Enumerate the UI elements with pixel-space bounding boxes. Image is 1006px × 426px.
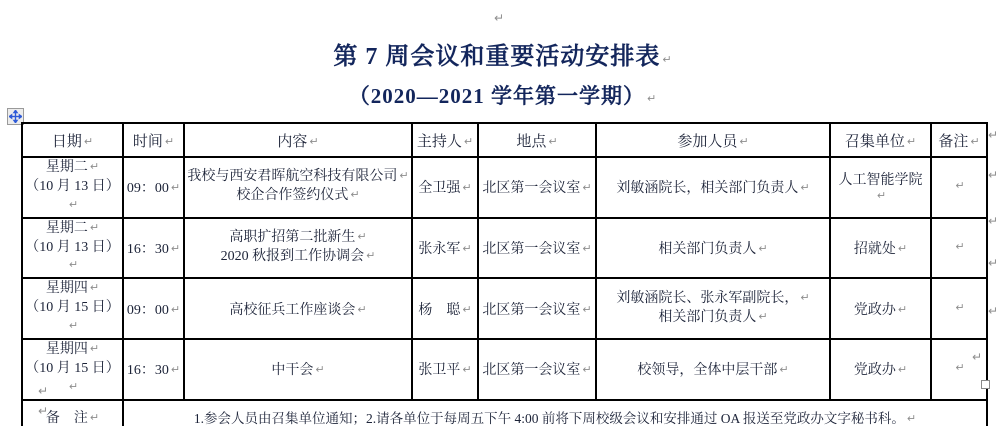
cell-organizer[interactable]: 党政办 ↵ xyxy=(830,339,931,400)
cell-end-mark-icon: ↵ xyxy=(399,169,409,183)
note-label-cell[interactable]: 备 注 ↵ xyxy=(22,400,123,426)
cell-host[interactable]: 张永军 ↵ xyxy=(412,218,478,279)
cell-end-mark-icon: ↵ xyxy=(955,300,965,314)
cell-location[interactable]: 北区第一会议室 ↵ xyxy=(478,278,596,339)
cell-host[interactable]: 张卫平 ↵ xyxy=(412,339,478,400)
cell-end-mark-icon: ↵ xyxy=(897,242,908,255)
cell-end-mark-icon: ↵ xyxy=(462,181,472,195)
cell-end-mark-icon: ↵ xyxy=(462,363,472,377)
row-end-mark-icon: ↵ xyxy=(988,256,999,270)
row-end-mark-icon: ↵ xyxy=(988,128,999,142)
cell-time[interactable]: 16：30 ↵ xyxy=(123,339,184,400)
row-end-mark-icon: ↵ xyxy=(988,214,999,228)
cell-end-mark-icon: ↵ xyxy=(366,249,376,262)
cell-end-mark-icon: ↵ xyxy=(315,363,325,377)
col-header-organizer[interactable]: 召集单位 ↵ xyxy=(830,123,931,157)
cell-organizer[interactable]: 招就处 ↵ xyxy=(830,218,931,279)
note-text-cell[interactable]: 1.参会人员由召集单位通知；2.请各单位于每周五下午 4:00 前将下周校级会议和安排通过 OA 报送至党政办文字秘书科。 ↵ xyxy=(123,400,987,426)
cell-content[interactable]: 高校征兵工作座谈会 ↵ xyxy=(184,278,412,339)
cell-organizer[interactable]: 人工智能学院↵ xyxy=(830,157,931,218)
paragraph-mark-icon: ↵ xyxy=(38,384,49,398)
table-row xyxy=(22,339,987,400)
cell-host[interactable]: 杨 聪 ↵ xyxy=(412,278,478,339)
cell-end-mark-icon: ↵ xyxy=(779,363,789,377)
cell-participants[interactable]: 相关部门负责人 ↵ xyxy=(596,218,830,279)
col-header-time[interactable]: 时间 ↵ xyxy=(123,123,184,157)
cell-content[interactable]: 高职扩招第二批新生 ↵ 2020 秋报到工作协调会 ↵ xyxy=(184,218,412,279)
row-end-mark-icon: ↵ xyxy=(988,304,999,318)
cell-date[interactable]: 星期四 ↵ （10 月 15 日）↵ xyxy=(22,278,123,339)
cell-end-mark-icon: ↵ xyxy=(170,302,181,316)
cell-end-mark-icon: ↵ xyxy=(89,160,100,173)
cell-content[interactable]: 我校与西安君晖航空科技有限公司 ↵ 校企合作签约仪式 ↵ xyxy=(184,157,412,218)
cell-end-mark-icon: ↵ xyxy=(89,411,100,425)
cell-end-mark-icon: ↵ xyxy=(463,134,474,148)
cell-end-mark-icon: ↵ xyxy=(357,302,367,316)
document-subtitle-line xyxy=(0,80,1006,110)
cell-date[interactable]: 星期二 ↵ （10 月 13 日）↵ xyxy=(22,218,123,279)
cell-end-mark-icon: ↵ xyxy=(83,134,94,148)
cell-date[interactable]: 星期二 ↵ （10 月 13 日）↵ xyxy=(22,157,123,218)
cell-end-mark-icon: ↵ xyxy=(906,134,917,148)
cell-host[interactable]: 全卫强 ↵ xyxy=(412,157,478,218)
col-header-content[interactable]: 内容 ↵ xyxy=(184,123,412,157)
paragraph-mark-icon: ↵ xyxy=(647,92,658,105)
table-row xyxy=(22,157,987,218)
cell-end-mark-icon: ↵ xyxy=(68,258,79,272)
table-header-row xyxy=(22,123,987,157)
col-header-date[interactable]: 日期 ↵ xyxy=(22,123,123,157)
table-row xyxy=(22,218,987,279)
cell-end-mark-icon: ↵ xyxy=(739,134,749,148)
col-header-remark[interactable]: 备注 ↵ xyxy=(931,123,987,157)
cell-end-mark-icon: ↵ xyxy=(897,363,908,377)
table-row xyxy=(22,278,987,339)
cell-end-mark-icon: ↵ xyxy=(800,290,810,304)
paragraph-mark-icon: ↵ xyxy=(662,53,673,66)
cell-end-mark-icon: ↵ xyxy=(970,134,980,148)
cell-end-mark-icon: ↵ xyxy=(350,188,360,202)
page-subtitle: （2020—2021 学年第一学期） xyxy=(348,84,646,108)
cell-end-mark-icon: ↵ xyxy=(170,363,181,377)
cell-end-mark-icon: ↵ xyxy=(548,134,558,148)
cell-end-mark-icon: ↵ xyxy=(876,189,887,203)
cell-end-mark-icon: ↵ xyxy=(582,302,592,316)
cell-end-mark-icon: ↵ xyxy=(955,361,965,375)
cell-end-mark-icon: ↵ xyxy=(68,379,79,393)
table-note-row xyxy=(22,400,987,426)
cell-time[interactable]: 09：00 ↵ xyxy=(123,278,184,339)
cell-remark[interactable] xyxy=(931,218,987,279)
schedule-table xyxy=(21,122,986,426)
cell-participants[interactable]: 刘敏涵院长，相关部门负责人 ↵ xyxy=(596,157,830,218)
cell-end-mark-icon: ↵ xyxy=(68,197,79,211)
cell-time[interactable]: 09：00 ↵ xyxy=(123,157,184,218)
cell-end-mark-icon: ↵ xyxy=(955,240,965,253)
row-end-mark-icon: ↵ xyxy=(988,168,999,182)
cell-end-mark-icon: ↵ xyxy=(462,242,472,255)
cell-location[interactable]: 北区第一会议室 ↵ xyxy=(478,339,596,400)
cell-end-mark-icon: ↵ xyxy=(357,230,367,244)
cell-end-mark-icon: ↵ xyxy=(89,281,100,295)
cell-content[interactable]: 中干会 ↵ xyxy=(184,339,412,400)
cell-location[interactable]: 北区第一会议室 ↵ xyxy=(478,157,596,218)
cell-end-mark-icon: ↵ xyxy=(89,342,100,356)
cell-participants[interactable]: 刘敏涵院长、张永军副院长， ↵ 相关部门负责人 ↵ xyxy=(596,278,830,339)
col-header-host[interactable]: 主持人 ↵ xyxy=(412,123,478,157)
col-header-location[interactable]: 地点 ↵ xyxy=(478,123,596,157)
cell-end-mark-icon: ↵ xyxy=(68,319,79,333)
cell-end-mark-icon: ↵ xyxy=(170,242,181,255)
cell-end-mark-icon: ↵ xyxy=(906,412,917,426)
cell-participants[interactable]: 校领导，全体中层干部 ↵ xyxy=(596,339,830,400)
cell-end-mark-icon: ↵ xyxy=(800,181,810,195)
cell-end-mark-icon: ↵ xyxy=(170,181,181,195)
document-title-line xyxy=(0,36,1006,71)
cell-end-mark-icon: ↵ xyxy=(758,242,768,255)
row-end-mark-icon: ↵ xyxy=(972,350,983,364)
cell-end-mark-icon: ↵ xyxy=(164,134,175,148)
cell-organizer[interactable]: 党政办 ↵ xyxy=(830,278,931,339)
cell-end-mark-icon: ↵ xyxy=(758,309,768,323)
col-header-participants[interactable]: 参加人员 ↵ xyxy=(596,123,830,157)
cell-end-mark-icon: ↵ xyxy=(582,181,592,195)
cell-end-mark-icon: ↵ xyxy=(309,134,319,148)
cell-time[interactable]: 16：30 ↵ xyxy=(123,218,184,279)
cell-end-mark-icon: ↵ xyxy=(897,302,908,316)
cell-end-mark-icon: ↵ xyxy=(462,302,472,316)
cell-end-mark-icon: ↵ xyxy=(582,242,592,255)
cell-remark[interactable] xyxy=(931,339,987,400)
paragraph-mark-icon: ↵ xyxy=(38,404,49,418)
cell-end-mark-icon: ↵ xyxy=(955,179,965,193)
paragraph-mark-icon: ↵ xyxy=(494,11,505,25)
cell-remark[interactable] xyxy=(931,278,987,339)
cell-end-mark-icon: ↵ xyxy=(89,220,100,234)
page-title: 第 7 周会议和重要活动安排表 xyxy=(333,44,661,70)
cell-location[interactable]: 北区第一会议室 ↵ xyxy=(478,218,596,279)
cell-end-mark-icon: ↵ xyxy=(582,363,592,377)
table-resize-handle[interactable] xyxy=(981,380,990,389)
cell-remark[interactable] xyxy=(931,157,987,218)
cell-date[interactable]: 星期四 ↵ （10 月 15 日）↵ xyxy=(22,339,123,400)
